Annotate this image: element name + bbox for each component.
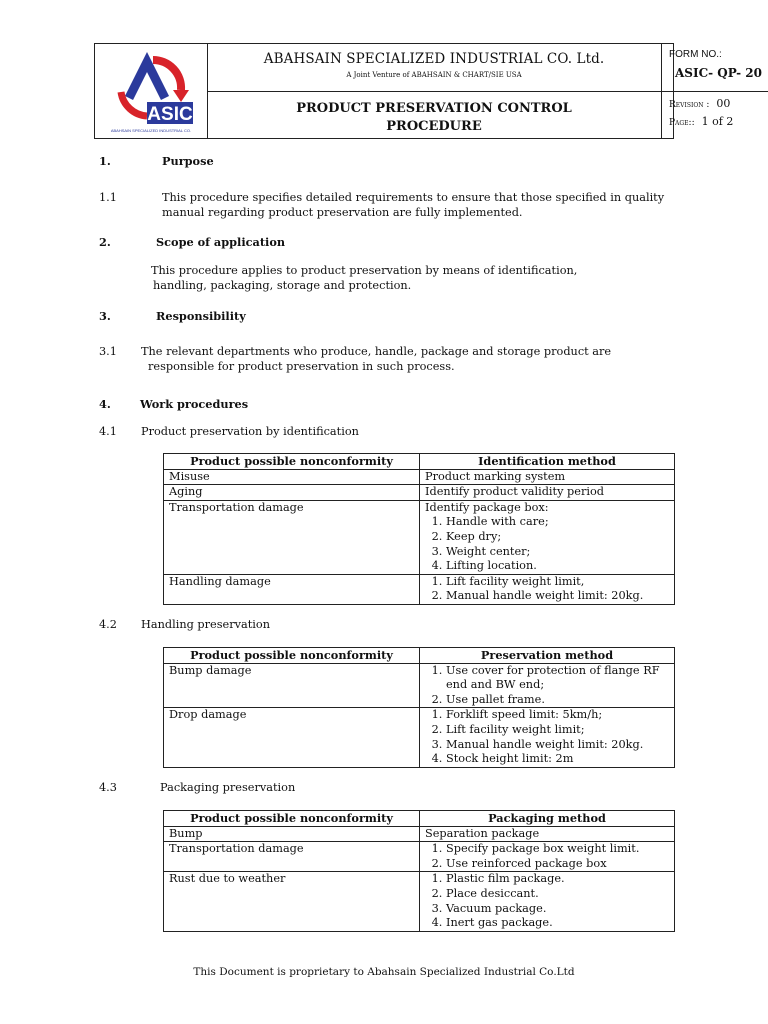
- list-item: 4. Lifting location.: [446, 559, 669, 574]
- list-item: 4. Stock height limit: 2m: [446, 752, 669, 767]
- section-4-1-title: Product preservation by identification: [141, 425, 359, 438]
- page-footer: This Document is proprietary to Abahsain Specialized Industrial Co.Ltd: [193, 966, 575, 978]
- list-item: 1. Handle with care;: [446, 515, 669, 530]
- table-cell: Product marking system: [420, 469, 675, 485]
- numbered-list: [425, 842, 669, 871]
- table-cell: Bump: [164, 826, 420, 842]
- section-4-2-number: 4.2: [99, 618, 117, 631]
- document-header: [94, 43, 762, 139]
- section-2-title: Scope of application: [156, 235, 286, 249]
- section-2-number: 2.: [99, 235, 111, 249]
- section-3-1-number: 3.1: [99, 345, 117, 358]
- section-1-title: Purpose: [162, 154, 214, 168]
- revision-label: Revision :: [669, 100, 710, 110]
- title-line-1: PRODUCT PRESERVATION CONTROL: [296, 101, 572, 116]
- table-row: [164, 485, 675, 501]
- list-item: 2. Manual handle weight limit: 20kg.: [446, 589, 669, 604]
- table-header-row: [164, 454, 675, 470]
- table-row: [164, 842, 675, 872]
- form-no-label: FORM NO.:: [669, 49, 722, 60]
- page-line: [669, 115, 733, 128]
- logo-text: ASIC: [147, 104, 193, 125]
- page-label: Page::: [669, 118, 695, 128]
- list-item: 2. Use reinforced package box: [446, 857, 669, 872]
- section-1-1-line-2: manual regarding product preservation are fully implemented.: [162, 206, 523, 219]
- list-item: 1. Forklift speed limit: 5km/h;: [446, 708, 669, 723]
- table-cell: Misuse: [164, 469, 420, 485]
- column-header: Product possible nonconformity: [164, 811, 420, 827]
- table-cell: [420, 574, 675, 604]
- section-1-number: 1.: [99, 154, 111, 168]
- section-3-title: Responsibility: [156, 309, 246, 323]
- column-header: Identification method: [420, 454, 675, 470]
- form-no-value: ASIC- QP- 20: [675, 66, 762, 80]
- table-cell: Drop damage: [164, 708, 420, 767]
- revision-cell: [661, 91, 768, 138]
- section-3-1-line-1: The relevant departments who produce, handle, package and storage product are: [141, 345, 612, 358]
- section-4-3-number: 4.3: [99, 781, 117, 794]
- logo-cell: [95, 44, 208, 138]
- list-item: 1. Plastic film package.: [446, 872, 669, 887]
- column-header: Packaging method: [420, 811, 675, 827]
- company-cell: [207, 44, 662, 92]
- document-title: [207, 100, 661, 136]
- title-cell: [207, 91, 662, 138]
- section-2-line-2: handling, packaging, storage and protection.: [153, 279, 412, 292]
- table-cell: Identify product validity period: [420, 485, 675, 501]
- column-header: Product possible nonconformity: [164, 454, 420, 470]
- section-1-1-number: 1.1: [99, 191, 117, 204]
- numbered-list: [425, 708, 669, 766]
- column-header: Preservation method: [420, 648, 675, 664]
- list-item: 1. Use cover for protection of flange RF end and BW end;: [446, 664, 669, 693]
- numbered-list: [425, 575, 669, 604]
- list-item: 3. Vacuum package.: [446, 902, 669, 917]
- cell-intro-text: Identify package box:: [425, 500, 549, 514]
- company-logo: [107, 50, 195, 134]
- table-header-row: [164, 811, 675, 827]
- list-item: 1. Specify package box weight limit.: [446, 842, 669, 857]
- numbered-list: [425, 872, 669, 930]
- list-item: 1. Lift facility weight limit,: [446, 575, 669, 590]
- table-row: [164, 469, 675, 485]
- column-header: Product possible nonconformity: [164, 648, 420, 664]
- table-cell: Separation package: [420, 826, 675, 842]
- table-header-row: [164, 648, 675, 664]
- table-row: [164, 826, 675, 842]
- table-row: [164, 708, 675, 767]
- table-row: [164, 500, 675, 574]
- section-4-3-title: Packaging preservation: [160, 781, 296, 794]
- title-line-2: PROCEDURE: [386, 119, 482, 134]
- list-item: 4. Inert gas package.: [446, 916, 669, 931]
- company-name: ABAHSAIN SPECIALIZED INDUSTRIAL CO. Ltd.: [263, 51, 605, 67]
- section-4-2-title: Handling preservation: [141, 618, 270, 631]
- table-row: [164, 574, 675, 604]
- table-cell: Rust due to weather: [164, 872, 420, 931]
- table-row: [164, 872, 675, 931]
- revision-value: 00: [716, 97, 731, 110]
- table-cell: [420, 663, 675, 708]
- revision-line: [669, 97, 730, 110]
- list-item: 3. Manual handle weight limit: 20kg.: [446, 738, 669, 753]
- logo-caption: ABAHSAIN SPECIALIZED INDUSTRIAL CO.: [110, 128, 192, 133]
- section-1-1-line-1: This procedure specifies detailed requirements to ensure that those specified in quality: [162, 191, 665, 204]
- table-cell: Handling damage: [164, 574, 420, 604]
- list-item: 2. Place desiccant.: [446, 887, 669, 902]
- section-2-line-1: This procedure applies to product preservation by means of identification,: [151, 264, 578, 277]
- table-cell: Bump damage: [164, 663, 420, 708]
- section-4-title: Work procedures: [140, 397, 249, 411]
- preservation-table: [163, 647, 675, 768]
- numbered-list: [425, 515, 669, 573]
- table-cell: [420, 500, 675, 574]
- table-cell: Aging: [164, 485, 420, 501]
- table-cell: [420, 708, 675, 767]
- company-subtitle: A Joint Venture of ABAHSAIN & CHART/SIE USA: [346, 71, 522, 79]
- table-cell: Transportation damage: [164, 500, 420, 574]
- section-4-1-number: 4.1: [99, 425, 117, 438]
- page-value: 1 of 2: [701, 115, 734, 128]
- table-row: [164, 663, 675, 708]
- list-item: 2. Lift facility weight limit;: [446, 723, 669, 738]
- section-4-number: 4.: [99, 397, 111, 411]
- section-3-1-line-2: responsible for product preservation in such process.: [148, 360, 455, 373]
- list-item: 2. Keep dry;: [446, 530, 669, 545]
- list-item: 3. Weight center;: [446, 545, 669, 560]
- list-item: 2. Use pallet frame.: [446, 693, 669, 708]
- table-cell: Transportation damage: [164, 842, 420, 872]
- form-number-cell: [661, 44, 768, 92]
- table-cell: [420, 842, 675, 872]
- table-cell: [420, 872, 675, 931]
- numbered-list: [425, 664, 669, 708]
- section-3-number: 3.: [99, 309, 111, 323]
- identification-table: [163, 453, 675, 605]
- packaging-table: [163, 810, 675, 932]
